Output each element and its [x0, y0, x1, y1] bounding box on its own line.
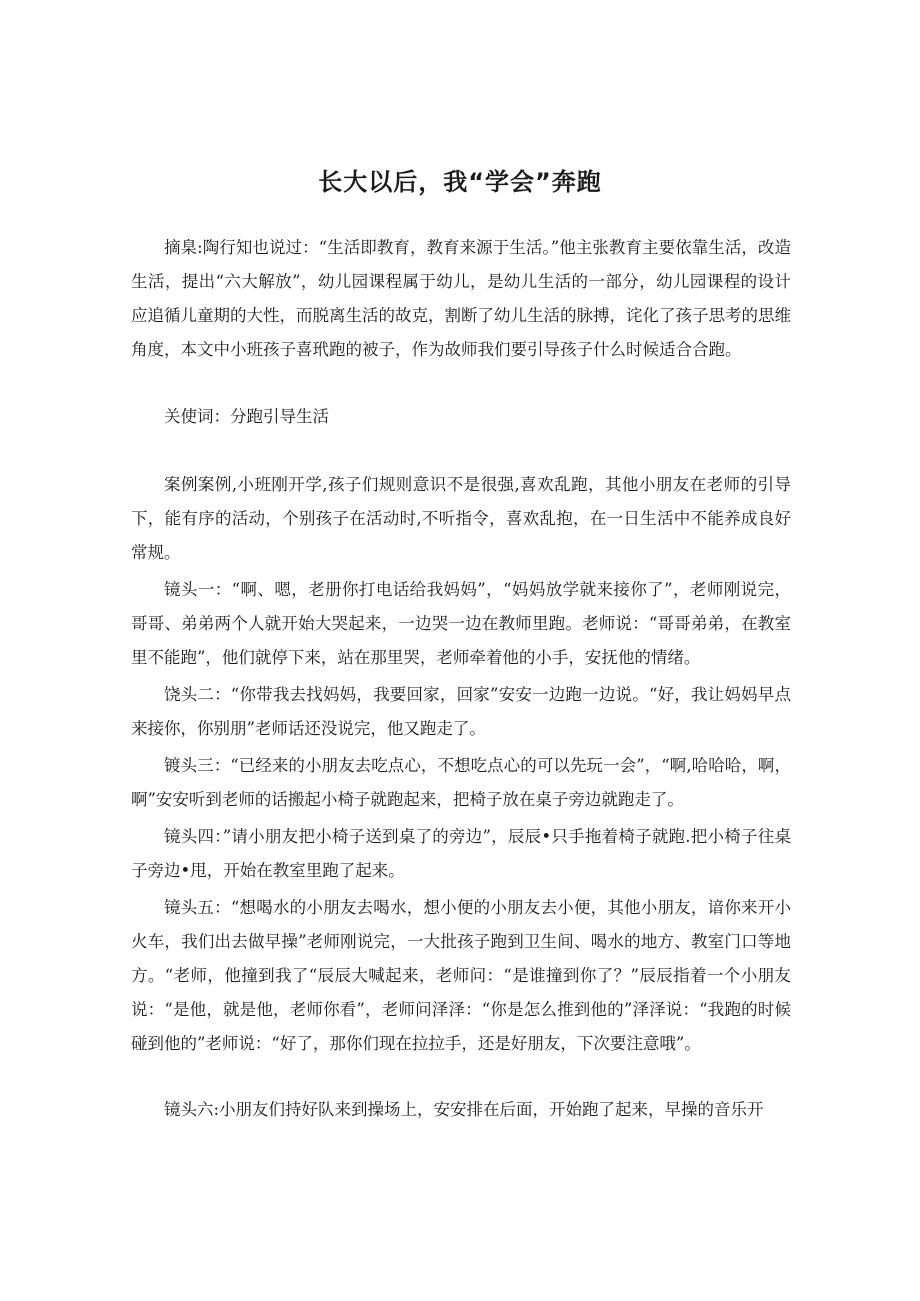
shot-four-paragraph: 镜头四：”请小朋友把小椅子送到桌了的旁边”，辰辰•只手拖着椅子就跑.把小椅子往桌子旁边•甩，开始在教室里跑了起来。: [131, 827, 791, 880]
shot-six-paragraph: 镜头六:小朋友们持好队来到操场上，安安排在后面，开始跑了起来，早操的音乐开: [164, 1100, 764, 1119]
shot-two-paragraph: 饶头二：“你带我去找妈妈，我要回家，回家”安安一边跑一边说。“好，我让妈妈早点来接你，你别朋”老师话还没说完，他又跑走了。: [131, 685, 791, 738]
shot-one-paragraph: 镜头一：“啊、嗯，老册你打电话给我妈妈”，“妈妈放学就来接你了”，老师刚说完，哥哥、弟弟两个人就开始大哭起来，一边哭一边在教师里跑。老师说：“哥哥弟弟，在教室里不能跑”，他们就停下来，站在那里哭，老师牵着他的小手，安抚他的情绪。: [131, 580, 791, 667]
abstract-section: [131, 231, 791, 367]
keywords-section: [131, 400, 791, 434]
shot-five-paragraph: 镜头五：“想喝水的小朋友去喝水，想小便的小朋友去小便，其他小朋友，谙你来开小火车，我们出去做早操”老师刚说完，一大批孩子跑到卫生间、喝水的地方、教室门口等地方。“老师，他撞到我了“辰辰大喊起来，老师问：“是谁撞到你了？”辰辰指着一个小朋友说：“是他，就是他，老师你看”，老师问泽泽：“你是怎么推到他的”泽泽说：“我跑的时候碰到他的”老师说：“好了，那你们现在拉拉手，还是好朋友，下次要注意哦”。: [131, 898, 791, 1053]
case-intro-paragraph: 案例案例,小班刚开学,孩子们规则意识不是很强,喜欢乱跑，其他小朋友在老师的引导下，能有序的活动，个别孩子在活动时,不听指令，喜欢乱抱，在一日生活中不能养成良好常规。: [131, 475, 791, 562]
case-section: [131, 468, 791, 1061]
shot-six-section: [131, 1093, 791, 1127]
shot-three-paragraph: 镀头三：“已经来的小朋友去吃点心，不想吃点心的可以先玩一会”，“啊,哈哈哈，啊，啊”安安听到老师的话搬起小椅子就跑起来，把椅子放在桌子旁边就跑走了。: [131, 756, 791, 809]
abstract-paragraph: 摘臬:陶行知也说过：“生活即教育，教育来源于生活。”他主张教育主要依靠生活，改造生活，提出“六大解放”，幼儿园课程属于幼儿，是幼儿生活的一部分，幼儿园课程的设计应追循儿童期的大性，而脱离生活的故克，割断了幼儿生活的脉搏，诧化了孩子思考的思维角度，本文中小班孩子喜玳跑的被子，作为故师我们要引导孩子什么时候适合合跑。: [131, 238, 791, 359]
page-title: 长大以后，我“学会”奔跑: [318, 168, 602, 196]
keywords-line: 关使词：分跑引导生活: [164, 407, 329, 426]
